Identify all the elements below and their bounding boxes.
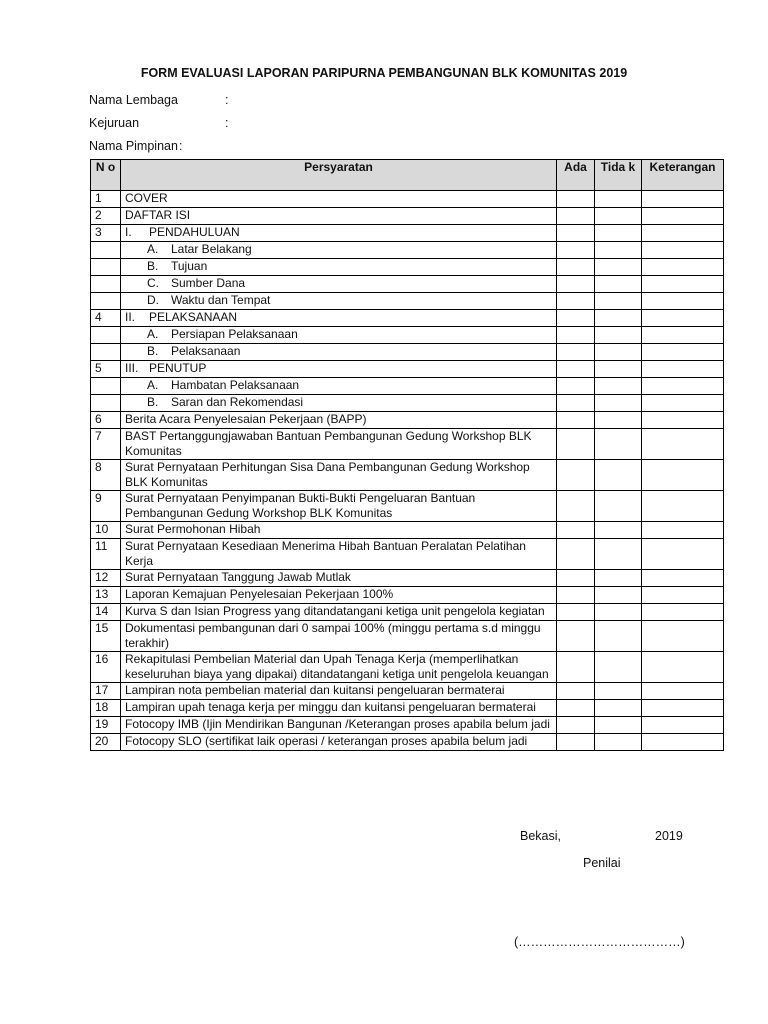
info-colon: :: [225, 116, 229, 130]
table-row: [91, 310, 724, 327]
tidak-cell[interactable]: [595, 293, 642, 310]
row-requirement: [121, 604, 557, 621]
ada-cell[interactable]: [557, 327, 595, 344]
row-requirement: [121, 587, 557, 604]
tidak-cell[interactable]: [595, 276, 642, 293]
evaluation-table: [90, 159, 724, 751]
tidak-cell[interactable]: [595, 242, 642, 259]
ada-cell[interactable]: [557, 717, 595, 734]
header-keterangan: Keterangan: [642, 160, 724, 191]
row-number: 8: [91, 460, 121, 491]
table-row: [91, 191, 724, 208]
ada-cell[interactable]: [557, 491, 595, 522]
info-colon: :: [225, 93, 229, 107]
info-field-nama-lembaga: [89, 93, 229, 107]
signature-role: Penilai: [583, 856, 621, 870]
keterangan-cell[interactable]: [642, 570, 724, 587]
requirement-label: II.: [125, 310, 136, 324]
row-requirement: [121, 539, 557, 570]
info-field-kejuruan: [89, 116, 229, 130]
tidak-cell[interactable]: [595, 683, 642, 700]
requirement-label: B.: [147, 395, 159, 409]
tidak-cell[interactable]: [595, 491, 642, 522]
requirement-text: Saran dan Rekomendasi: [171, 395, 304, 409]
row-requirement: [121, 378, 557, 395]
tidak-cell[interactable]: [595, 310, 642, 327]
row-requirement: [121, 242, 557, 259]
requirement-text: Tujuan: [171, 259, 208, 273]
table-row: [91, 717, 724, 734]
ada-cell[interactable]: [557, 570, 595, 587]
table-row: [91, 242, 724, 259]
info-field-nama-pimpinan: [89, 139, 183, 153]
ada-cell[interactable]: [557, 652, 595, 683]
ada-cell[interactable]: [557, 242, 595, 259]
row-requirement: [121, 225, 557, 242]
ada-cell[interactable]: [557, 191, 595, 208]
requirement-text: Surat Pernyataan Tanggung Jawab Mutlak: [125, 570, 351, 584]
page-title: FORM EVALUASI LAPORAN PARIPURNA PEMBANGUNAN BLK KOMUNITAS 2019: [140, 66, 628, 80]
row-number: [91, 344, 121, 361]
tidak-cell[interactable]: [595, 700, 642, 717]
row-requirement: [121, 208, 557, 225]
ada-cell[interactable]: [557, 259, 595, 276]
table-row: [91, 395, 724, 412]
tidak-cell[interactable]: [595, 570, 642, 587]
keterangan-cell[interactable]: [642, 225, 724, 242]
row-requirement: [121, 191, 557, 208]
requirement-label: C.: [147, 276, 159, 290]
row-requirement: [121, 717, 557, 734]
ada-cell[interactable]: [557, 344, 595, 361]
table-row: [91, 429, 724, 460]
table-row: [91, 293, 724, 310]
ada-cell[interactable]: [557, 293, 595, 310]
requirement-text: Kurva S dan Isian Progress yang ditandatangani ketiga unit pengelola kegiatan: [125, 604, 545, 618]
tidak-cell[interactable]: [595, 621, 642, 652]
row-number: 7: [91, 429, 121, 460]
keterangan-cell[interactable]: [642, 734, 724, 751]
ada-cell[interactable]: [557, 310, 595, 327]
row-requirement: [121, 259, 557, 276]
row-number: 15: [91, 621, 121, 652]
info-label: Nama Lembaga: [89, 93, 178, 107]
requirement-text: Hambatan Pelaksanaan: [171, 378, 300, 392]
row-number: [91, 276, 121, 293]
signature-line: (…………………………………): [514, 935, 685, 949]
requirement-text: DAFTAR ISI: [125, 208, 191, 222]
row-requirement: [121, 460, 557, 491]
row-requirement: [121, 700, 557, 717]
tidak-cell[interactable]: [595, 344, 642, 361]
requirement-text: Surat Pernyataan Perhitungan Sisa Dana Pembangunan Gedung Workshop BLK Komunitas: [125, 460, 530, 489]
row-number: 2: [91, 208, 121, 225]
ada-cell[interactable]: [557, 429, 595, 460]
row-requirement: [121, 412, 557, 429]
row-number: 4: [91, 310, 121, 327]
row-requirement: [121, 310, 557, 327]
ada-cell[interactable]: [557, 683, 595, 700]
requirement-text: Pelaksanaan: [171, 344, 241, 358]
keterangan-cell[interactable]: [642, 621, 724, 652]
table-row: [91, 344, 724, 361]
tidak-cell[interactable]: [595, 652, 642, 683]
row-number: 14: [91, 604, 121, 621]
keterangan-cell[interactable]: [642, 293, 724, 310]
requirement-text: Fotocopy IMB (Ijin Mendirikan Bangunan /Keterangan proses apabila belum jadi: [125, 717, 550, 731]
requirement-label: B.: [147, 344, 159, 358]
keterangan-cell[interactable]: [642, 700, 724, 717]
table-row: [91, 378, 724, 395]
row-requirement: [121, 734, 557, 751]
table-row: [91, 361, 724, 378]
row-number: [91, 242, 121, 259]
row-number: 18: [91, 700, 121, 717]
header-no: N o: [91, 160, 121, 191]
table-row: [91, 491, 724, 522]
row-requirement: [121, 276, 557, 293]
table-row: [91, 327, 724, 344]
keterangan-cell[interactable]: [642, 429, 724, 460]
table-row: [91, 734, 724, 751]
requirement-text: BAST Pertanggungjawaban Bantuan Pembangunan Gedung Workshop BLK Komunitas: [125, 429, 532, 458]
requirement-text: Laporan Kemajuan Penyelesaian Pekerjaan 100%: [125, 587, 394, 601]
tidak-cell[interactable]: [595, 191, 642, 208]
signature-city: Bekasi,: [520, 829, 561, 843]
row-requirement: [121, 344, 557, 361]
row-number: 5: [91, 361, 121, 378]
requirement-text: PENDAHULUAN: [149, 225, 240, 239]
table-row: [91, 652, 724, 683]
header-persyaratan: Persyaratan: [121, 160, 557, 191]
requirement-text: Waktu dan Tempat: [171, 293, 271, 307]
tidak-cell[interactable]: [595, 604, 642, 621]
ada-cell[interactable]: [557, 361, 595, 378]
tidak-cell[interactable]: [595, 460, 642, 491]
row-number: 3: [91, 225, 121, 242]
ada-cell[interactable]: [557, 621, 595, 652]
ada-cell[interactable]: [557, 412, 595, 429]
tidak-cell[interactable]: [595, 378, 642, 395]
keterangan-cell[interactable]: [642, 276, 724, 293]
keterangan-cell[interactable]: [642, 310, 724, 327]
table-row: [91, 259, 724, 276]
tidak-cell[interactable]: [595, 327, 642, 344]
requirement-label: I.: [125, 225, 132, 239]
row-requirement: [121, 570, 557, 587]
row-requirement: [121, 683, 557, 700]
row-number: 12: [91, 570, 121, 587]
ada-cell[interactable]: [557, 378, 595, 395]
requirement-text: PENUTUP: [149, 361, 207, 375]
keterangan-cell[interactable]: [642, 491, 724, 522]
row-requirement: [121, 429, 557, 460]
keterangan-cell[interactable]: [642, 361, 724, 378]
signature-year: 2019: [655, 829, 683, 843]
table-row: [91, 460, 724, 491]
tidak-cell[interactable]: [595, 395, 642, 412]
requirement-text: Rekapitulasi Pembelian Material dan Upah Tenaga Kerja (memperlihatkan keseluruhan biaya yang dipakai) ditandatangani ketiga unit pengelola keuangan: [125, 652, 549, 681]
row-requirement: [121, 652, 557, 683]
keterangan-cell[interactable]: [642, 208, 724, 225]
tidak-cell[interactable]: [595, 361, 642, 378]
requirement-text: Surat Pernyataan Penyimpanan Bukti-Bukti Pengeluaran Bantuan Pembangunan Gedung Workshop BLK Komunitas: [125, 491, 476, 520]
tidak-cell[interactable]: [595, 587, 642, 604]
table-row: [91, 225, 724, 242]
tidak-cell[interactable]: [595, 412, 642, 429]
table-header-row: [91, 160, 724, 191]
info-label: Kejuruan: [89, 116, 140, 130]
row-number: [91, 293, 121, 310]
keterangan-cell[interactable]: [642, 604, 724, 621]
keterangan-cell[interactable]: [642, 587, 724, 604]
keterangan-cell[interactable]: [642, 259, 724, 276]
keterangan-cell[interactable]: [642, 344, 724, 361]
requirement-label: D.: [147, 293, 159, 307]
ada-cell[interactable]: [557, 460, 595, 491]
requirement-text: Berita Acara Penyelesaian Pekerjaan (BAPP): [125, 412, 367, 426]
row-number: 20: [91, 734, 121, 751]
row-number: 1: [91, 191, 121, 208]
ada-cell[interactable]: [557, 587, 595, 604]
ada-cell[interactable]: [557, 522, 595, 539]
requirement-text: Lampiran upah tenaga kerja per minggu dan kuitansi pengeluaran bermaterai: [125, 700, 536, 714]
tidak-cell[interactable]: [595, 208, 642, 225]
header-ada: Ada: [557, 160, 595, 191]
row-requirement: [121, 621, 557, 652]
table-row: [91, 570, 724, 587]
requirement-text: Latar Belakang: [171, 242, 252, 256]
keterangan-cell[interactable]: [642, 412, 724, 429]
keterangan-cell[interactable]: [642, 652, 724, 683]
requirement-text: Fotocopy SLO (sertifikat laik operasi / keterangan proses apabila belum jadi: [125, 734, 528, 748]
ada-cell[interactable]: [557, 225, 595, 242]
keterangan-cell[interactable]: [642, 191, 724, 208]
requirement-text: Dokumentasi pembangunan dari 0 sampai 100% (minggu pertama s.d minggu terakhir): [125, 621, 541, 650]
ada-cell[interactable]: [557, 208, 595, 225]
ada-cell[interactable]: [557, 539, 595, 570]
info-label: Nama Pimpinan: [89, 139, 178, 153]
table-row: [91, 412, 724, 429]
tidak-cell[interactable]: [595, 225, 642, 242]
row-number: 10: [91, 522, 121, 539]
keterangan-cell[interactable]: [642, 717, 724, 734]
ada-cell[interactable]: [557, 734, 595, 751]
keterangan-cell[interactable]: [642, 395, 724, 412]
tidak-cell[interactable]: [595, 522, 642, 539]
table-row: [91, 621, 724, 652]
row-requirement: [121, 327, 557, 344]
requirement-label: A.: [147, 242, 159, 256]
table-row: [91, 604, 724, 621]
tidak-cell[interactable]: [595, 259, 642, 276]
row-number: 16: [91, 652, 121, 683]
ada-cell[interactable]: [557, 395, 595, 412]
tidak-cell[interactable]: [595, 734, 642, 751]
requirement-text: Surat Permohonan Hibah: [125, 522, 261, 536]
row-requirement: [121, 522, 557, 539]
row-requirement: [121, 293, 557, 310]
row-requirement: [121, 491, 557, 522]
row-number: [91, 259, 121, 276]
row-number: 6: [91, 412, 121, 429]
tidak-cell[interactable]: [595, 429, 642, 460]
keterangan-cell[interactable]: [642, 522, 724, 539]
tidak-cell[interactable]: [595, 539, 642, 570]
row-number: 13: [91, 587, 121, 604]
requirement-text: COVER: [125, 191, 168, 205]
ada-cell[interactable]: [557, 700, 595, 717]
keterangan-cell[interactable]: [642, 327, 724, 344]
requirement-text: Persiapan Pelaksanaan: [171, 327, 298, 341]
table-row: [91, 276, 724, 293]
info-colon: :: [179, 139, 183, 153]
row-number: 11: [91, 539, 121, 570]
keterangan-cell[interactable]: [642, 378, 724, 395]
row-number: [91, 378, 121, 395]
table-row: [91, 208, 724, 225]
table-row: [91, 539, 724, 570]
row-requirement: [121, 361, 557, 378]
table-row: [91, 587, 724, 604]
keterangan-cell[interactable]: [642, 460, 724, 491]
row-number: 9: [91, 491, 121, 522]
requirement-text: PELAKSANAAN: [149, 310, 238, 324]
requirement-label: B.: [147, 259, 159, 273]
header-tidak: Tida k: [595, 160, 642, 191]
requirement-label: III.: [125, 361, 139, 375]
requirement-text: Lampiran nota pembelian material dan kuitansi pengeluaran bermaterai: [125, 683, 505, 697]
tidak-cell[interactable]: [595, 717, 642, 734]
row-number: [91, 395, 121, 412]
ada-cell[interactable]: [557, 604, 595, 621]
table-row: [91, 700, 724, 717]
table-row: [91, 522, 724, 539]
requirement-label: A.: [147, 378, 159, 392]
requirement-text: Sumber Dana: [171, 276, 246, 290]
keterangan-cell[interactable]: [642, 683, 724, 700]
row-number: 17: [91, 683, 121, 700]
requirement-label: A.: [147, 327, 159, 341]
requirement-text: Surat Pernyataan Kesediaan Menerima Hibah Bantuan Peralatan Pelatihan Kerja: [125, 539, 526, 568]
keterangan-cell[interactable]: [642, 242, 724, 259]
row-number: [91, 327, 121, 344]
row-number: 19: [91, 717, 121, 734]
row-requirement: [121, 395, 557, 412]
ada-cell[interactable]: [557, 276, 595, 293]
table-row: [91, 683, 724, 700]
keterangan-cell[interactable]: [642, 539, 724, 570]
